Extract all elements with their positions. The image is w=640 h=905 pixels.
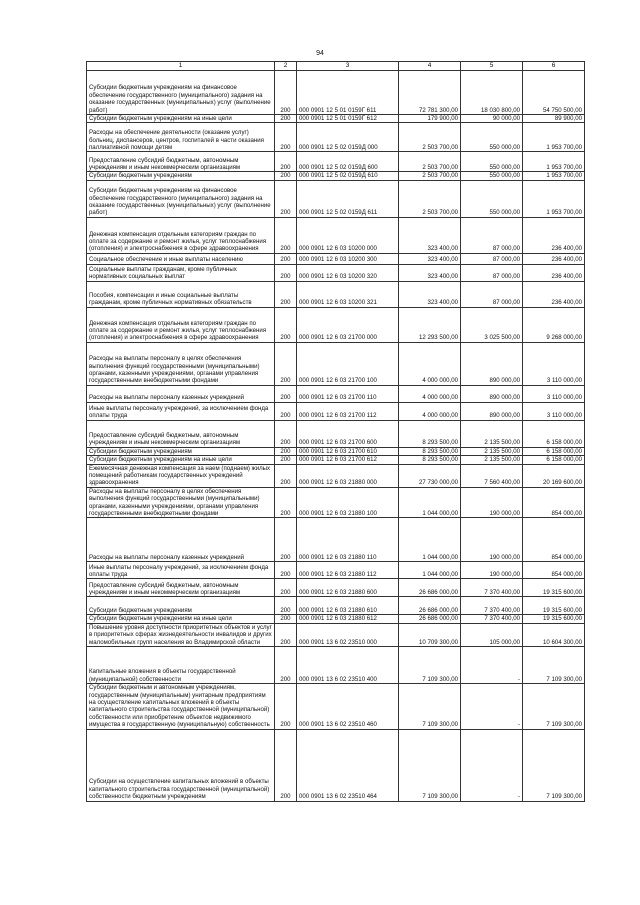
row-amount-approved: 4 000 000,00 [399, 402, 461, 420]
row-description: Субсидии бюджетным и автономным учреждениям, государственным (муниципальным) унитарным предприятиям на осуществление капитальных вложений в объекты капитального строительства государственной (муниципальной) собственности или приобретение объектов недвижимого имущества в государственную (муниципальную) собственность [87, 684, 275, 729]
table-row [87, 71, 585, 115]
row-amount-executed: 90 000,00 [461, 115, 523, 123]
table-row [87, 579, 585, 597]
row-amount-approved: 27 730 000,00 [399, 464, 461, 487]
row-classification-code: 000 0901 12 6 03 21880 600 [297, 579, 399, 597]
row-amount-approved: 8 293 500,00 [399, 420, 461, 447]
row-amount-executed: 7 370 400,00 [461, 597, 523, 615]
table-row [87, 281, 585, 307]
row-amount-approved: 72 781 300,00 [399, 71, 461, 115]
row-amount-remaining: 7 109 300,00 [523, 729, 585, 801]
row-classification-code: 000 0901 12 6 03 21880 612 [297, 615, 399, 623]
row-line-code: 200 [275, 152, 297, 172]
row-amount-executed: 7 370 400,00 [461, 579, 523, 597]
table-row [87, 456, 585, 464]
row-amount-approved: 2 503 700,00 [399, 123, 461, 152]
table-row [87, 684, 585, 729]
table-row [87, 152, 585, 172]
row-amount-executed: 890 000,00 [461, 402, 523, 420]
row-classification-code: 000 0901 12 6 03 21880 100 [297, 487, 399, 518]
row-line-code: 200 [275, 402, 297, 420]
row-amount-remaining: 7 109 300,00 [523, 684, 585, 729]
row-line-code: 200 [275, 71, 297, 115]
column-header-3: 3 [297, 62, 399, 71]
row-line-code: 200 [275, 172, 297, 180]
row-amount-executed: 7 560 400,00 [461, 464, 523, 487]
row-amount-executed: 550 000,00 [461, 172, 523, 180]
row-description: Денежная компенсация отдельным категориям граждан по оплате за содержание и ремонт жилья, услуг теплоснабжения (отопления) и электроснабжения в сфере здравоохранения [87, 307, 275, 342]
row-description: Расходы на выплаты персоналу казенных учреждений [87, 518, 275, 562]
row-line-code: 200 [275, 420, 297, 447]
row-amount-approved: 26 686 000,00 [399, 579, 461, 597]
table-row [87, 647, 585, 684]
row-line-code: 200 [275, 464, 297, 487]
row-classification-code: 000 0901 13 6 02 23510 400 [297, 647, 399, 684]
row-classification-code: 000 0901 12 6 03 21880 112 [297, 562, 399, 579]
row-description: Социальное обеспечение и иные выплаты населению [87, 253, 275, 264]
row-classification-code: 000 0901 12 6 03 21700 610 [297, 447, 399, 455]
table-row [87, 253, 585, 264]
row-description: Субсидии на осуществление капитальных вложений в объекты капитального строительства государственной (муниципальной) собственности бюджетным учреждениям [87, 729, 275, 801]
row-classification-code: 000 0901 12 5 02 0159Д 610 [297, 172, 399, 180]
row-description: Субсидии бюджетным учреждениям на иные цели [87, 456, 275, 464]
row-amount-remaining: 236 400,00 [523, 264, 585, 281]
row-amount-approved: 4 000 000,00 [399, 385, 461, 402]
row-amount-remaining: 20 169 600,00 [523, 464, 585, 487]
budget-table [86, 61, 585, 802]
row-classification-code: 000 0901 12 6 03 21700 612 [297, 456, 399, 464]
row-amount-executed: 550 000,00 [461, 180, 523, 217]
row-line-code: 200 [275, 623, 297, 646]
row-classification-code: 000 0901 12 6 03 21700 110 [297, 385, 399, 402]
row-description: Расходы на обеспечение деятельности (оказание услуг) больниц, диспансеров, центров, госпиталей в части оказания паллиативной помощи детям [87, 123, 275, 152]
column-header-2: 2 [275, 62, 297, 71]
table-row [87, 597, 585, 615]
row-line-code: 200 [275, 647, 297, 684]
row-classification-code: 000 0901 12 5 02 0159Д 600 [297, 152, 399, 172]
row-amount-approved: 8 293 500,00 [399, 456, 461, 464]
table-row [87, 729, 585, 801]
row-amount-executed: 2 135 500,00 [461, 420, 523, 447]
row-classification-code: 000 0901 12 6 03 21700 100 [297, 342, 399, 385]
row-line-code: 200 [275, 281, 297, 307]
row-amount-approved: 8 293 500,00 [399, 447, 461, 455]
row-classification-code: 000 0901 12 6 03 21700 112 [297, 402, 399, 420]
row-amount-remaining: 3 110 000,00 [523, 385, 585, 402]
table-row [87, 447, 585, 455]
row-amount-remaining: 19 315 600,00 [523, 579, 585, 597]
row-line-code: 200 [275, 597, 297, 615]
row-line-code: 200 [275, 447, 297, 455]
row-classification-code: 000 0901 12 5 01 0159Г 612 [297, 115, 399, 123]
row-amount-executed: 18 030 800,00 [461, 71, 523, 115]
row-classification-code: 000 0901 12 6 03 21880 000 [297, 464, 399, 487]
row-description: Социальные выплаты гражданам, кроме публичных нормативных социальных выплат [87, 264, 275, 281]
row-amount-executed: 7 370 400,00 [461, 615, 523, 623]
row-amount-remaining: 3 110 000,00 [523, 342, 585, 385]
row-description: Предоставление субсидий бюджетным, автономным учреждениям и иным некоммерческим организациям [87, 579, 275, 597]
row-amount-executed: 890 000,00 [461, 385, 523, 402]
row-amount-remaining: 854 000,00 [523, 562, 585, 579]
row-classification-code: 000 0901 12 6 03 21880 110 [297, 518, 399, 562]
row-description: Капитальные вложения в объекты государственной (муниципальной) собственности [87, 647, 275, 684]
row-amount-remaining: 89 900,00 [523, 115, 585, 123]
row-description: Расходы на выплаты персоналу казенных учреждений [87, 385, 275, 402]
row-line-code: 200 [275, 456, 297, 464]
row-classification-code: 000 0901 12 6 03 10200 300 [297, 253, 399, 264]
row-description: Иные выплаты персоналу учреждений, за исключением фонда оплаты труда [87, 562, 275, 579]
row-description: Пособия, компенсации и иные социальные выплаты гражданам, кроме публичных нормативных обязательств [87, 281, 275, 307]
row-description: Расходы на выплаты персоналу в целях обеспечения выполнения функций государственными (муниципальными) органами, казенными учреждениями, органами управления государственными внебюджетными фондами [87, 342, 275, 385]
row-amount-approved: 323 400,00 [399, 217, 461, 253]
row-description: Предоставление субсидий бюджетным, автономным учреждениям и иным некоммерческим организациям [87, 420, 275, 447]
row-amount-approved: 26 686 000,00 [399, 597, 461, 615]
row-amount-remaining: 1 953 700,00 [523, 172, 585, 180]
row-description: Субсидии бюджетным учреждениям на финансовое обеспечение государственного (муниципального) задания на оказание государственных (муниципальных) услуг (выполнение работ) [87, 71, 275, 115]
row-line-code: 200 [275, 264, 297, 281]
row-amount-approved: 2 503 700,00 [399, 152, 461, 172]
row-classification-code: 000 0901 12 6 03 10200 000 [297, 217, 399, 253]
row-amount-approved: 1 044 000,00 [399, 562, 461, 579]
row-classification-code: 000 0901 13 6 02 23510 460 [297, 684, 399, 729]
row-classification-code: 000 0901 13 6 02 23510 464 [297, 729, 399, 801]
row-line-code: 200 [275, 562, 297, 579]
row-amount-executed: 3 025 500,00 [461, 307, 523, 342]
row-amount-remaining: 7 109 300,00 [523, 647, 585, 684]
row-amount-remaining: 854 000,00 [523, 518, 585, 562]
row-line-code: 200 [275, 385, 297, 402]
table-row [87, 385, 585, 402]
row-amount-remaining: 54 750 500,00 [523, 71, 585, 115]
row-amount-approved: 7 109 300,00 [399, 647, 461, 684]
row-amount-remaining: 6 158 000,00 [523, 456, 585, 464]
column-header-4: 4 [399, 62, 461, 71]
row-description: Субсидии бюджетным учреждениям [87, 172, 275, 180]
row-description: Повышение уровня доступности приоритетных объектов и услуг в приоритетных сферах жизнедеятельности инвалидов и других маломобильных групп населения во Владимирской области [87, 623, 275, 646]
row-amount-approved: 1 044 000,00 [399, 518, 461, 562]
row-description: Ежемесячная денежная компенсация за наем (поднаем) жилых помещений работникам государственных учреждений здравоохранения [87, 464, 275, 487]
row-amount-approved: 4 000 000,00 [399, 342, 461, 385]
row-amount-remaining: 1 953 700,00 [523, 180, 585, 217]
row-classification-code: 000 0901 12 6 03 21700 600 [297, 420, 399, 447]
row-line-code: 200 [275, 729, 297, 801]
table-row [87, 518, 585, 562]
row-amount-executed: 105 000,00 [461, 623, 523, 646]
table-row [87, 562, 585, 579]
table-row [87, 180, 585, 217]
row-classification-code: 000 0901 12 5 02 0159Д 000 [297, 123, 399, 152]
table-header [87, 62, 585, 71]
row-classification-code: 000 0901 12 5 02 0159Д 611 [297, 180, 399, 217]
row-amount-approved: 12 293 500,00 [399, 307, 461, 342]
row-amount-remaining: 236 400,00 [523, 217, 585, 253]
row-line-code: 200 [275, 342, 297, 385]
row-amount-executed: 87 000,00 [461, 253, 523, 264]
table-row [87, 307, 585, 342]
row-amount-executed: 190 000,00 [461, 487, 523, 518]
row-line-code: 200 [275, 487, 297, 518]
row-description: Субсидии бюджетным учреждениям на иные цели [87, 115, 275, 123]
row-description: Субсидии бюджетным учреждениям на иные цели [87, 615, 275, 623]
row-amount-remaining: 1 953 700,00 [523, 123, 585, 152]
row-amount-approved: 2 503 700,00 [399, 180, 461, 217]
row-amount-executed: 87 000,00 [461, 217, 523, 253]
row-description: Субсидии бюджетным учреждениям [87, 447, 275, 455]
table-row [87, 217, 585, 253]
column-header-5: 5 [461, 62, 523, 71]
row-line-code: 200 [275, 615, 297, 623]
row-amount-remaining: 19 315 600,00 [523, 615, 585, 623]
row-amount-approved: 26 686 000,00 [399, 615, 461, 623]
row-amount-remaining: 6 158 000,00 [523, 420, 585, 447]
row-classification-code: 000 0901 12 6 03 21700 000 [297, 307, 399, 342]
row-amount-remaining: 236 400,00 [523, 253, 585, 264]
row-amount-remaining: 19 315 600,00 [523, 597, 585, 615]
row-amount-approved: 1 044 000,00 [399, 487, 461, 518]
row-classification-code: 000 0901 12 6 03 10200 320 [297, 264, 399, 281]
row-amount-approved: 179 900,00 [399, 115, 461, 123]
row-classification-code: 000 0901 12 5 01 0159Г 611 [297, 71, 399, 115]
row-line-code: 200 [275, 123, 297, 152]
row-amount-executed: 190 000,00 [461, 562, 523, 579]
row-line-code: 200 [275, 180, 297, 217]
row-amount-executed: 2 135 500,00 [461, 456, 523, 464]
row-classification-code: 000 0901 12 6 03 10200 321 [297, 281, 399, 307]
table-row [87, 615, 585, 623]
row-amount-executed: 190 000,00 [461, 518, 523, 562]
row-amount-approved: 323 400,00 [399, 264, 461, 281]
row-amount-remaining: 3 110 000,00 [523, 402, 585, 420]
row-line-code: 200 [275, 217, 297, 253]
row-amount-approved: 10 709 300,00 [399, 623, 461, 646]
row-amount-approved: 7 109 300,00 [399, 684, 461, 729]
table-row [87, 342, 585, 385]
page-number: 94 [316, 50, 324, 57]
header-row [87, 62, 585, 71]
row-amount-executed: 550 000,00 [461, 152, 523, 172]
table-body [87, 71, 585, 802]
column-header-1: 1 [87, 62, 275, 71]
table-row [87, 123, 585, 152]
row-amount-approved: 323 400,00 [399, 281, 461, 307]
row-line-code: 200 [275, 253, 297, 264]
row-amount-executed: 890 000,00 [461, 342, 523, 385]
table-row [87, 172, 585, 180]
row-description: Предоставление субсидий бюджетным, автономным учреждениям и иным некоммерческим организациям [87, 152, 275, 172]
table-row [87, 264, 585, 281]
row-amount-remaining: 10 604 300,00 [523, 623, 585, 646]
row-amount-executed: - [461, 647, 523, 684]
row-amount-approved: 7 109 300,00 [399, 729, 461, 801]
row-line-code: 200 [275, 579, 297, 597]
row-amount-executed: - [461, 729, 523, 801]
row-amount-executed: - [461, 684, 523, 729]
row-line-code: 200 [275, 115, 297, 123]
row-amount-remaining: 9 268 000,00 [523, 307, 585, 342]
row-amount-remaining: 236 400,00 [523, 281, 585, 307]
row-amount-remaining: 6 158 000,00 [523, 447, 585, 455]
row-classification-code: 000 0901 12 6 03 21880 610 [297, 597, 399, 615]
row-description: Денежная компенсация отдельным категориям граждан по оплате за содержание и ремонт жилья, услуг теплоснабжения (отопления) и электроснабжения в сфере здравоохранения [87, 217, 275, 253]
row-classification-code: 000 0901 13 6 02 23510 000 [297, 623, 399, 646]
table-row [87, 487, 585, 518]
row-amount-executed: 87 000,00 [461, 281, 523, 307]
row-description: Субсидии бюджетным учреждениям [87, 597, 275, 615]
row-amount-remaining: 854 000,00 [523, 487, 585, 518]
column-header-6: 6 [523, 62, 585, 71]
table-row [87, 402, 585, 420]
row-amount-approved: 323 400,00 [399, 253, 461, 264]
table-row [87, 623, 585, 646]
row-line-code: 200 [275, 684, 297, 729]
row-amount-executed: 2 135 500,00 [461, 447, 523, 455]
row-description: Субсидии бюджетным учреждениям на финансовое обеспечение государственного (муниципального) задания на оказание государственных (муниципальных) услуг (выполнение работ) [87, 180, 275, 217]
table-row [87, 420, 585, 447]
row-amount-executed: 550 000,00 [461, 123, 523, 152]
row-line-code: 200 [275, 518, 297, 562]
row-amount-executed: 87 000,00 [461, 264, 523, 281]
row-amount-remaining: 1 953 700,00 [523, 152, 585, 172]
row-description: Расходы на выплаты персоналу в целях обеспечения выполнения функций государственными (муниципальными) органами, казенными учреждениями, органами управления государственными внебюджетными фондами [87, 487, 275, 518]
table-row [87, 464, 585, 487]
row-line-code: 200 [275, 307, 297, 342]
row-amount-approved: 2 503 700,00 [399, 172, 461, 180]
table-row [87, 115, 585, 123]
row-description: Иные выплаты персоналу учреждений, за исключением фонда оплаты труда [87, 402, 275, 420]
